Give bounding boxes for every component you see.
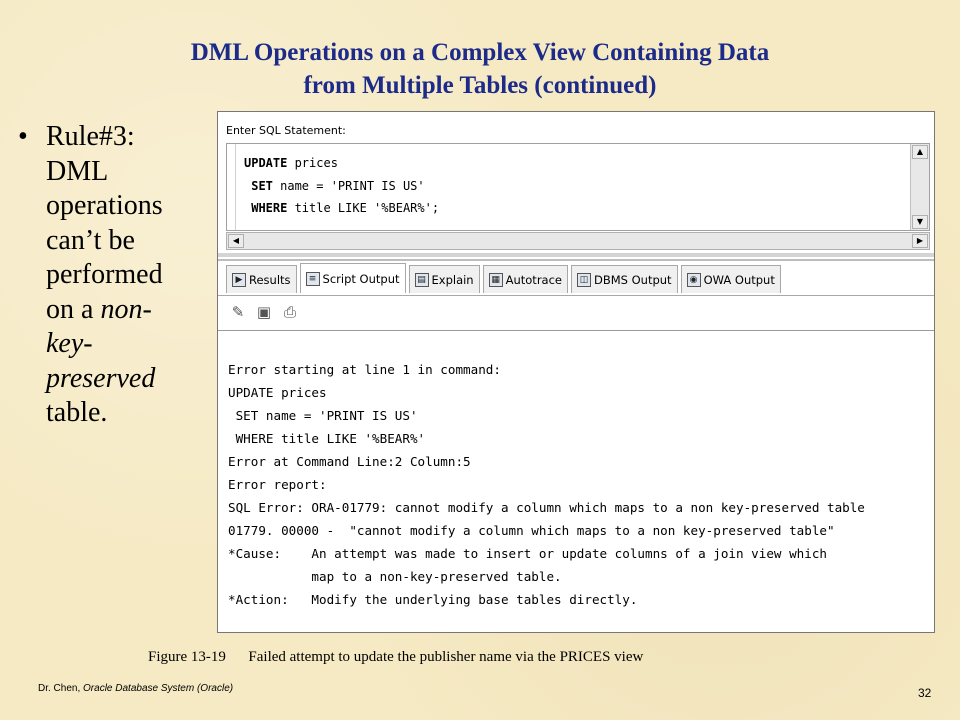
output-line: *Cause: An attempt was made to insert or update columns of a join view which bbox=[228, 546, 827, 561]
sql-statement-label: Enter SQL Statement: bbox=[226, 124, 346, 137]
footer-author: Dr. Chen, bbox=[38, 683, 84, 694]
sql-line bbox=[244, 152, 439, 175]
tab-label: Autotrace bbox=[505, 272, 562, 287]
bullet-point bbox=[18, 120, 188, 431]
output-line: map to a non-key-preserved table. bbox=[228, 569, 562, 584]
scroll-up-arrow-icon[interactable]: ▲ bbox=[912, 145, 928, 159]
sql-keyword: SET bbox=[244, 178, 273, 193]
tab-label: OWA Output bbox=[703, 272, 775, 287]
tab-explain[interactable] bbox=[409, 265, 480, 293]
output-toolbar bbox=[228, 302, 300, 322]
pane-splitter[interactable] bbox=[218, 253, 935, 257]
tab-label: Results bbox=[249, 272, 291, 287]
database-icon: ◫ bbox=[577, 273, 591, 287]
scroll-right-arrow-icon[interactable]: ▶ bbox=[912, 234, 928, 248]
footer-course: Oracle Database System (Oracle) bbox=[83, 683, 234, 694]
print-icon[interactable]: ⎙ bbox=[283, 303, 296, 321]
explain-plan-icon: ▤ bbox=[415, 273, 429, 287]
pane-divider bbox=[218, 259, 935, 261]
tab-autotrace[interactable] bbox=[483, 265, 568, 293]
slide-title-line-2: from Multiple Tables (continued) bbox=[303, 72, 657, 99]
eraser-icon[interactable]: ✎ bbox=[231, 303, 245, 321]
output-line: UPDATE prices bbox=[228, 385, 327, 400]
tab-label: Explain bbox=[431, 272, 474, 287]
vertical-scrollbar[interactable] bbox=[910, 144, 929, 230]
figure-caption: Figure 13-19 Failed attempt to update the publisher name via the PRICES view bbox=[148, 649, 644, 665]
editor-gutter bbox=[235, 144, 236, 230]
output-line: *Action: Modify the underlying base tables directly. bbox=[228, 592, 638, 607]
sql-code[interactable] bbox=[244, 152, 439, 220]
bullet-marker: • bbox=[18, 121, 28, 152]
tab-results[interactable] bbox=[226, 265, 297, 293]
sql-developer-screenshot bbox=[217, 111, 935, 633]
output-line: Error starting at line 1 in command: bbox=[228, 362, 501, 377]
output-line: SQL Error: ORA-01779: cannot modify a column which maps to a non key-preserved table bbox=[228, 500, 865, 515]
bullet-text-end: table. bbox=[46, 397, 108, 428]
sql-line bbox=[244, 175, 439, 198]
slide-title bbox=[0, 36, 960, 102]
sql-keyword: WHERE bbox=[244, 201, 288, 215]
output-line: Error at Command Line:2 Column:5 bbox=[228, 454, 471, 469]
slide-title-line-1: DML Operations on a Complex View Containing Data bbox=[190, 39, 770, 66]
output-line: WHERE title LIKE '%BEAR%' bbox=[228, 431, 426, 446]
script-output bbox=[228, 358, 865, 611]
tab-owa-output[interactable] bbox=[681, 265, 781, 293]
scroll-left-arrow-icon[interactable]: ◀ bbox=[228, 234, 244, 248]
output-line: Error report: bbox=[228, 477, 327, 492]
tab-label: DBMS Output bbox=[594, 272, 672, 287]
play-icon: ▶ bbox=[232, 273, 246, 287]
horizontal-scrollbar[interactable] bbox=[226, 232, 930, 250]
bullet-text-italic: non-key-preserved bbox=[46, 293, 156, 394]
output-line: SET name = 'PRINT IS US' bbox=[228, 408, 418, 423]
scroll-down-arrow-icon[interactable]: ▼ bbox=[912, 215, 928, 229]
sql-text: title LIKE '%BEAR%'; bbox=[287, 201, 440, 215]
output-line: 01779. 00000 - "cannot modify a column which maps to a non key-preserved table" bbox=[228, 523, 835, 538]
page-number: 32 bbox=[918, 686, 932, 700]
sql-editor[interactable] bbox=[226, 143, 930, 231]
slide-footer bbox=[38, 683, 233, 694]
output-tabs bbox=[226, 265, 784, 295]
bullet-text-normal: Rule#3: DML operations can’t be performed on a bbox=[46, 121, 163, 325]
sql-line bbox=[244, 197, 439, 220]
owa-output-icon: ◉ bbox=[687, 273, 701, 287]
tab-script-output[interactable] bbox=[300, 263, 406, 293]
output-rule bbox=[218, 330, 935, 331]
autotrace-icon: ▦ bbox=[489, 273, 503, 287]
sql-text: name = 'PRINT IS US' bbox=[272, 178, 425, 193]
sql-keyword: UPDATE bbox=[244, 156, 288, 170]
sql-text: prices bbox=[287, 156, 338, 170]
bullet-text bbox=[46, 120, 188, 431]
save-icon[interactable]: ▣ bbox=[256, 303, 272, 321]
tab-bar-rule bbox=[218, 295, 935, 296]
tab-dbms-output[interactable] bbox=[571, 265, 678, 293]
tab-label: Script Output bbox=[322, 271, 400, 286]
document-icon: ≡ bbox=[306, 272, 320, 286]
